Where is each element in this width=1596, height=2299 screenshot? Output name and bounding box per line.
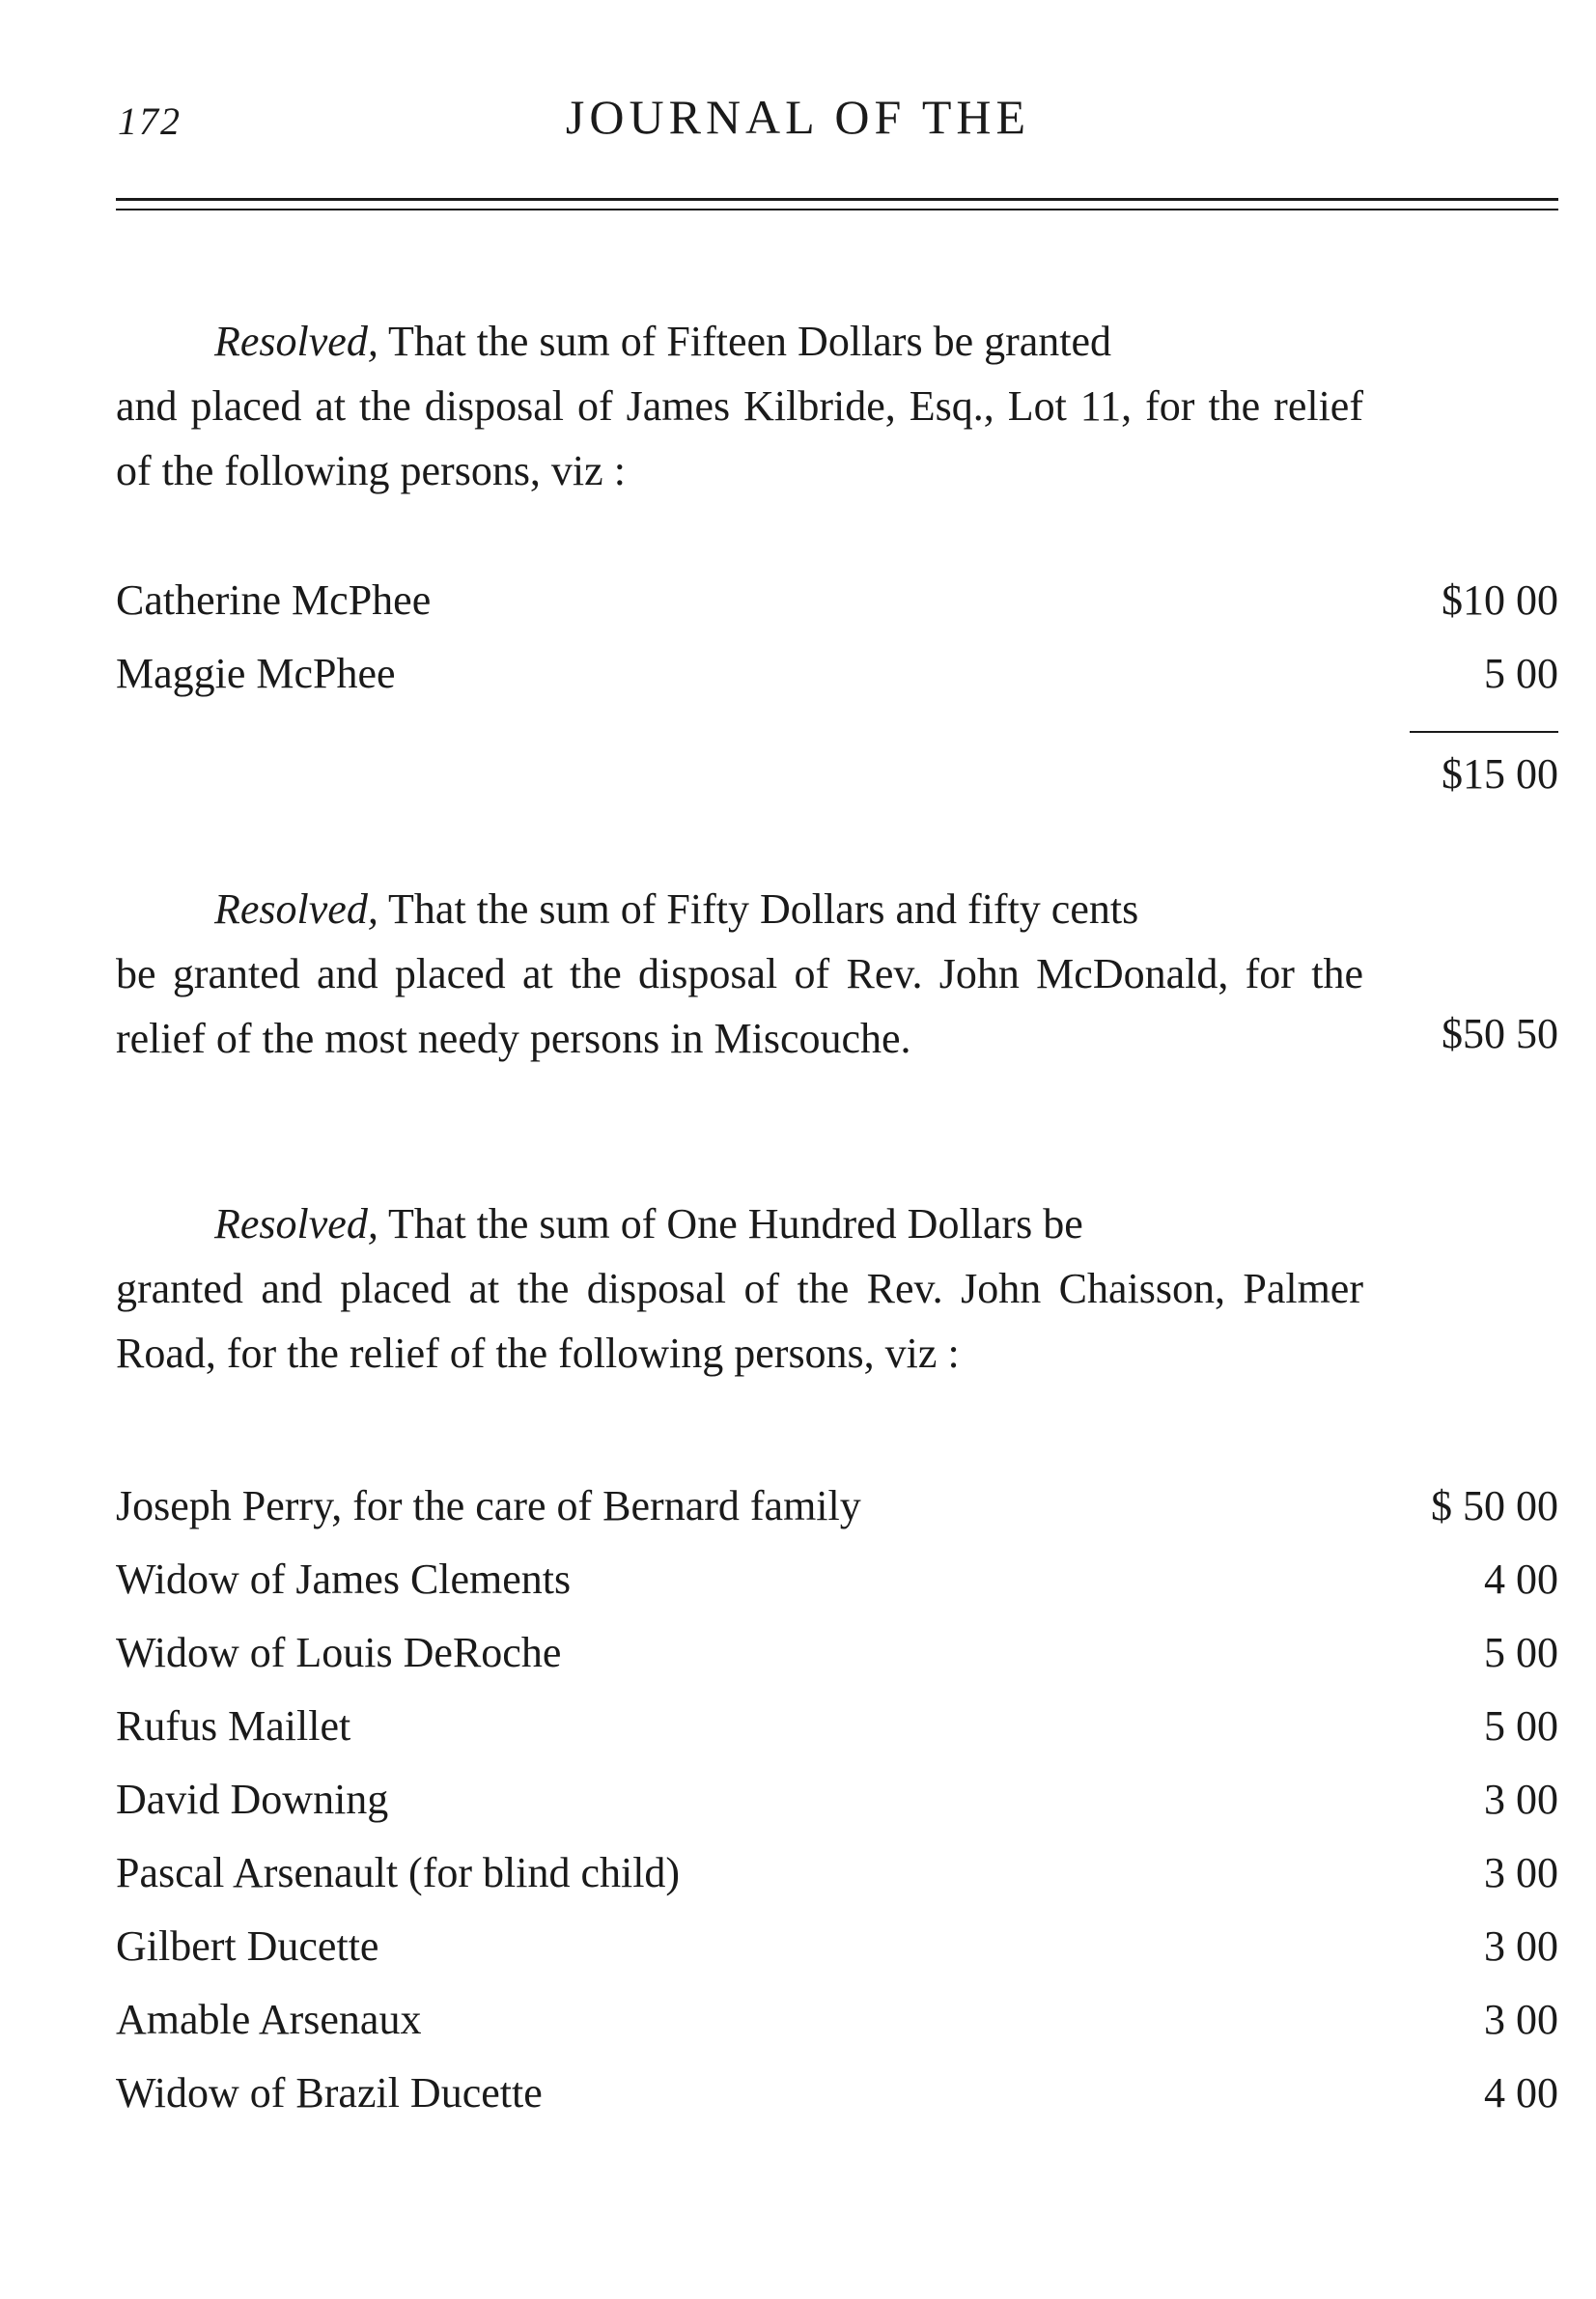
recipient-amount: 3 00 (1484, 1996, 1558, 2043)
recipient-name: Amable Arsenaux (116, 1996, 422, 2043)
recipient-name: David Downing (116, 1776, 389, 1823)
recipient-name: Widow of James Clements (116, 1556, 572, 1603)
list-item (116, 1551, 1558, 1609)
recipient-name: Joseph Perry, for the care of Bernard family (116, 1482, 861, 1529)
recipient-name: Rufus Maillet (116, 1702, 351, 1750)
total-rule (1410, 731, 1558, 733)
list-item (116, 1844, 1558, 1902)
recipient-name: Widow of Brazil Ducette (116, 2069, 543, 2117)
recipient-amount: 3 00 (1484, 1776, 1558, 1823)
resolution-2-paragraph (116, 877, 1363, 1071)
list-item (116, 1918, 1558, 1976)
recipient-amount: 5 00 (1484, 1702, 1558, 1750)
list-item (116, 1991, 1558, 2049)
resolution-1-first-line (116, 309, 1363, 374)
recipient-amount: 5 00 (1484, 650, 1558, 697)
resolution-2-first-line (116, 877, 1363, 941)
list-item (116, 1697, 1558, 1755)
resolution-3-text: granted and placed at the disposal of the Rev. John Chaisson, Palmer Road, for the relief of the following persons, viz : (116, 1265, 1363, 1377)
recipient-amount: 3 00 (1484, 1922, 1558, 1970)
resolution-3-lead: Resolved, (214, 1200, 378, 1248)
list-item (116, 645, 1558, 703)
list-item (116, 1477, 1558, 1535)
total-row (116, 745, 1558, 803)
recipient-amount: 3 00 (1484, 1849, 1558, 1896)
resolution-2-line1: That the sum of Fifty Dollars and fifty cents (388, 885, 1139, 933)
recipient-name: Maggie McPhee (116, 650, 396, 697)
total-amount: $15 00 (1442, 750, 1558, 798)
recipient-amount: $10 00 (1442, 576, 1558, 624)
resolution-1-text: and placed at the disposal of James Kilbride, Esq., Lot 11, for the relief of the following persons, viz : (116, 382, 1363, 494)
list-item (116, 1771, 1558, 1829)
list-item (116, 1624, 1558, 1682)
resolution-2-amount: $50 50 (1442, 1010, 1558, 1057)
resolution-1-line1: That the sum of Fifteen Dollars be granted (388, 318, 1112, 365)
resolution-3-paragraph (116, 1192, 1363, 1386)
list-item (116, 572, 1558, 630)
resolution-1-paragraph (116, 309, 1363, 503)
recipient-amount: 4 00 (1484, 2069, 1558, 2117)
resolution-3-line1: That the sum of One Hundred Dollars be (388, 1200, 1083, 1248)
recipient-name: Gilbert Ducette (116, 1922, 379, 1970)
resolution-1-lead: Resolved, (214, 318, 378, 365)
recipient-name: Pascal Arsenault (for blind child) (116, 1849, 681, 1896)
recipient-amount: $ 50 00 (1431, 1482, 1558, 1529)
recipient-name: Widow of Louis DeRoche (116, 1629, 562, 1676)
header-rule (116, 198, 1558, 201)
recipient-amount: 4 00 (1484, 1556, 1558, 1603)
resolution-3-first-line (116, 1192, 1363, 1256)
header-rule-secondary (116, 209, 1558, 210)
resolution-2-text: be granted and placed at the disposal of Rev. John McDonald, for the relief of the most needy persons in Miscouche. (116, 950, 1363, 1062)
running-title: JOURNAL OF THE (565, 90, 1031, 144)
page-number: 172 (118, 99, 182, 143)
list-item (116, 2064, 1558, 2122)
recipient-name: Catherine McPhee (116, 576, 432, 624)
resolution-2-lead: Resolved, (214, 885, 378, 933)
recipient-amount: 5 00 (1484, 1629, 1558, 1676)
